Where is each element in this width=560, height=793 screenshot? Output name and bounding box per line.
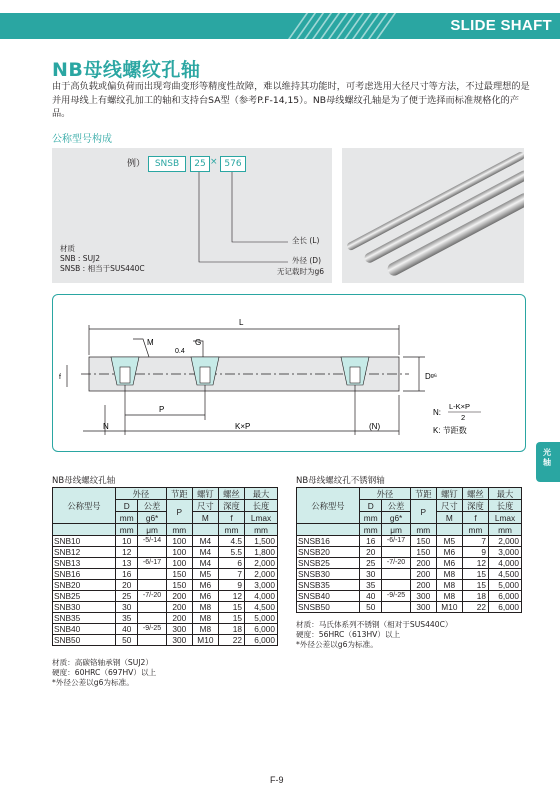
cell-m: M8 — [192, 602, 218, 613]
cell-d: 10 — [116, 536, 138, 547]
table2-notes — [296, 620, 453, 650]
cell-d: 16 — [360, 536, 382, 547]
th-pitch: 节距 — [166, 488, 192, 500]
cell-model: SNB50 — [53, 635, 116, 646]
th-unit-mm: mm — [360, 512, 382, 524]
table-row — [53, 591, 278, 602]
cell-l: 2,000 — [489, 536, 522, 547]
table2-title: NB母线螺纹孔不锈钢轴 — [296, 476, 385, 486]
formula-numerator: L-K×P — [449, 402, 471, 411]
cell-p: 300 — [166, 624, 192, 635]
cell-model: SNB10 — [53, 536, 116, 547]
th-unit-mm: mm — [410, 524, 436, 536]
dim-label-KxP: K×P — [235, 422, 251, 431]
note-line: 材质：马氏体系列不锈钢（相对于SUS440C） — [296, 620, 453, 629]
example-prefix: 例） — [127, 159, 146, 169]
table-row — [53, 624, 278, 635]
technical-drawing — [52, 294, 526, 452]
th-unit-um: μm — [138, 524, 166, 536]
cell-d: 35 — [116, 613, 138, 624]
cell-m: M5 — [436, 536, 462, 547]
th-maxlen: 最大 — [245, 488, 278, 500]
cell-tol: -7/-20 — [382, 558, 410, 569]
cell-tol: -9/-25 — [138, 624, 166, 635]
cell-model: SNSB30 — [297, 569, 360, 580]
cell-f: 7 — [462, 536, 488, 547]
cell-tol — [138, 613, 166, 624]
cell-tol: -9/-25 — [382, 591, 410, 602]
header-stripes — [275, 13, 425, 39]
cell-model: SNB25 — [53, 591, 116, 602]
dim-label-P: P — [159, 405, 165, 414]
cell-l: 4,000 — [489, 558, 522, 569]
cell-tol — [382, 580, 410, 591]
table-row — [297, 536, 522, 547]
code-box-length: 576 — [220, 156, 246, 172]
th-screw: 螺钉 — [436, 488, 462, 500]
dim-label-N: N — [103, 422, 109, 431]
note-line: 硬度：60HRC（697HV）以上 — [52, 668, 157, 677]
cell-p: 200 — [166, 602, 192, 613]
table-row — [53, 613, 278, 624]
cell-m: M8 — [192, 613, 218, 624]
th-unit-mm: mm — [360, 524, 382, 536]
th-tol: 公差 — [382, 500, 410, 512]
cell-l: 3,000 — [489, 547, 522, 558]
cell-p: 100 — [166, 558, 192, 569]
label-length: 全长 (L) — [292, 236, 320, 245]
cell-p: 150 — [166, 569, 192, 580]
cell-tol — [138, 569, 166, 580]
table-row — [53, 569, 278, 580]
th-pitch: 节距 — [410, 488, 436, 500]
cell-p: 150 — [166, 580, 192, 591]
dim-label-M: M — [147, 338, 154, 347]
cell-d: 40 — [116, 624, 138, 635]
dim-label-D: Dᵍ⁶ — [425, 372, 438, 381]
th-od: 外径 — [360, 488, 411, 500]
table2 — [296, 487, 522, 613]
th-depth: 螺丝 — [462, 488, 488, 500]
formula-prefix: N: — [433, 408, 441, 417]
cell-l: 6,000 — [245, 635, 278, 646]
shaft-drawing — [53, 295, 525, 451]
th-blank — [53, 524, 116, 536]
cell-model: SNB40 — [53, 624, 116, 635]
cell-m: M6 — [436, 547, 462, 558]
th-unit-mm: mm — [245, 524, 278, 536]
cell-m: M8 — [436, 580, 462, 591]
cell-d: 13 — [116, 558, 138, 569]
intro-paragraph: 由于高负载或偏负荷而出现弯曲变形等精度性故障，难以维持其功能时，可考虑选用大径尺寸等方法，不过最理想的是并用母线上有螺纹孔加工的轴和支持台SA型（参考P.F-14,15）。NB母线螺纹孔轴是为了便于选择而标准规格化的产品。 — [52, 81, 530, 119]
cell-d: 30 — [360, 569, 382, 580]
label-tolerance: 无记载时为g6 — [277, 267, 325, 276]
th-screw2: 尺寸 — [436, 500, 462, 512]
cell-p: 200 — [410, 580, 436, 591]
th-depth2: 深度 — [462, 500, 488, 512]
note-line: 材质：高碳铬轴承钢（SUJ2） — [52, 658, 153, 667]
cell-l: 5,000 — [489, 580, 522, 591]
note-line: *外径公差以g6为标准。 — [52, 678, 134, 687]
cell-l: 5,000 — [245, 613, 278, 624]
cell-d: 20 — [116, 580, 138, 591]
th-maxlen2: 长度 — [245, 500, 278, 512]
cell-l: 6,000 — [245, 624, 278, 635]
cell-m: M4 — [192, 536, 218, 547]
table1-title: NB母线螺纹孔轴 — [52, 476, 116, 486]
cell-p: 200 — [166, 591, 192, 602]
table-row — [53, 635, 278, 646]
cell-tol: -5/-14 — [138, 536, 166, 547]
cell-f: 22 — [218, 635, 244, 646]
dim-label-G: G — [195, 338, 202, 347]
cell-m: M6 — [192, 580, 218, 591]
dim-label-f: f — [59, 374, 61, 381]
th-blank — [297, 524, 360, 536]
cell-f: 12 — [462, 558, 488, 569]
cell-model: SNB30 — [53, 602, 116, 613]
cell-d: 25 — [116, 591, 138, 602]
cell-d: 20 — [360, 547, 382, 558]
th-tol2: g6* — [382, 512, 410, 524]
cell-l: 6,000 — [489, 602, 522, 613]
th-tol2: g6* — [138, 512, 166, 524]
cell-p: 300 — [410, 602, 436, 613]
th-d: D — [360, 500, 382, 512]
cell-m: M6 — [192, 591, 218, 602]
cell-model: SNB16 — [53, 569, 116, 580]
cell-p: 200 — [410, 569, 436, 580]
header-title: SLIDE SHAFT — [450, 17, 552, 34]
cell-p: 100 — [166, 536, 192, 547]
cell-d: 25 — [360, 558, 382, 569]
th-blank — [192, 524, 218, 536]
table1-notes — [52, 658, 156, 688]
cell-l: 4,500 — [489, 569, 522, 580]
material-title: 材质 — [60, 244, 75, 253]
cell-d: 50 — [116, 635, 138, 646]
cell-model: SNB12 — [53, 547, 116, 558]
cell-d: 40 — [360, 591, 382, 602]
cell-f: 15 — [462, 580, 488, 591]
cell-tol: -7/-20 — [138, 591, 166, 602]
table-row — [53, 602, 278, 613]
section-label: 公称型号构成 — [52, 134, 112, 145]
th-m: M — [436, 512, 462, 524]
cell-l: 4,000 — [245, 591, 278, 602]
code-box-diameter: 25 — [190, 156, 210, 172]
th-maxlen2: 长度 — [489, 500, 522, 512]
tolerance-0.4: 0.4 — [175, 348, 185, 355]
cell-tol — [138, 635, 166, 646]
th-lmax: Lmax — [489, 512, 522, 524]
cell-tol — [138, 602, 166, 613]
product-photo — [342, 148, 524, 283]
th-unit-mm: mm — [116, 524, 138, 536]
cell-m: M8 — [436, 591, 462, 602]
cell-d: 30 — [116, 602, 138, 613]
cell-f: 7 — [218, 569, 244, 580]
cell-f: 22 — [462, 602, 488, 613]
cell-m: M8 — [436, 569, 462, 580]
th-unit-mm: mm — [116, 512, 138, 524]
cell-f: 15 — [462, 569, 488, 580]
cell-l: 3,000 — [245, 580, 278, 591]
cell-d: 35 — [360, 580, 382, 591]
th-unit-mm: mm — [218, 524, 244, 536]
page-number: F-9 — [270, 775, 284, 785]
cell-model: SNB13 — [53, 558, 116, 569]
th-unit-mm: mm — [462, 524, 488, 536]
cell-tol — [382, 547, 410, 558]
th-unit-mm: mm — [489, 524, 522, 536]
cell-model: SNSB35 — [297, 580, 360, 591]
table-row — [297, 591, 522, 602]
cell-p: 100 — [166, 547, 192, 558]
times-sign: × — [210, 157, 218, 167]
cell-f: 15 — [218, 602, 244, 613]
th-od: 外径 — [116, 488, 167, 500]
th-f: f — [462, 512, 488, 524]
table-row — [297, 602, 522, 613]
cell-tol — [138, 547, 166, 558]
note-line: 硬度：56HRC（613HV）以上 — [296, 630, 401, 639]
cell-f: 12 — [218, 591, 244, 602]
cell-tol — [382, 602, 410, 613]
cell-p: 150 — [410, 547, 436, 558]
th-depth: 螺丝 — [218, 488, 244, 500]
side-tab[interactable] — [536, 442, 560, 482]
table1 — [52, 487, 278, 646]
material-snb: SNB : SUJ2 — [60, 254, 101, 263]
cell-l: 2,000 — [245, 569, 278, 580]
cell-model: SNB35 — [53, 613, 116, 624]
model-code-panel — [52, 148, 332, 283]
cell-m: M4 — [192, 547, 218, 558]
th-model: 公称型号 — [53, 488, 116, 524]
page-title: NB母线螺纹孔轴 — [52, 59, 201, 81]
cell-tol: -6/-17 — [138, 558, 166, 569]
table-row — [53, 580, 278, 591]
cell-p: 200 — [410, 558, 436, 569]
cell-p: 300 — [166, 635, 192, 646]
th-maxlen: 最大 — [489, 488, 522, 500]
table-row — [297, 547, 522, 558]
cell-m: M8 — [192, 624, 218, 635]
cell-model: SNSB50 — [297, 602, 360, 613]
th-p: P — [166, 500, 192, 524]
cell-d: 16 — [116, 569, 138, 580]
label-diameter: 外径 (D) — [292, 256, 322, 265]
cell-model: SNSB20 — [297, 547, 360, 558]
cell-model: SNSB16 — [297, 536, 360, 547]
cell-f: 18 — [462, 591, 488, 602]
cell-tol — [382, 569, 410, 580]
table-row — [53, 547, 278, 558]
dim-label-L: L — [239, 318, 244, 327]
cell-l: 4,500 — [245, 602, 278, 613]
cell-m: M6 — [436, 558, 462, 569]
cell-p: 150 — [410, 536, 436, 547]
pitch-count-note: K: 节距数 — [433, 426, 467, 435]
th-screw: 螺钉 — [192, 488, 218, 500]
formula-denominator: 2 — [461, 413, 466, 422]
cell-d: 50 — [360, 602, 382, 613]
table-row — [297, 580, 522, 591]
cell-f: 9 — [218, 580, 244, 591]
cell-f: 4.5 — [218, 536, 244, 547]
table-row — [297, 558, 522, 569]
cell-f: 15 — [218, 613, 244, 624]
cell-f: 6 — [218, 558, 244, 569]
th-depth2: 深度 — [218, 500, 244, 512]
cell-l: 2,000 — [245, 558, 278, 569]
th-model: 公称型号 — [297, 488, 360, 524]
cell-f: 9 — [462, 547, 488, 558]
cell-model: SNSB25 — [297, 558, 360, 569]
cell-l: 1,800 — [245, 547, 278, 558]
cell-m: M4 — [192, 558, 218, 569]
cell-tol: -6/-17 — [382, 536, 410, 547]
th-screw2: 尺寸 — [192, 500, 218, 512]
th-blank — [436, 524, 462, 536]
cell-d: 12 — [116, 547, 138, 558]
cell-tol — [138, 580, 166, 591]
th-p: P — [410, 500, 436, 524]
code-box-series: SNSB — [148, 156, 186, 172]
note-line: *外径公差以g6为标准。 — [296, 640, 378, 649]
cell-l: 1,500 — [245, 536, 278, 547]
th-m: M — [192, 512, 218, 524]
th-tol: 公差 — [138, 500, 166, 512]
cell-f: 5.5 — [218, 547, 244, 558]
th-f: f — [218, 512, 244, 524]
dim-label-N-paren: (N) — [369, 422, 381, 431]
cell-model: SNB20 — [53, 580, 116, 591]
table-row — [53, 536, 278, 547]
th-unit-um: μm — [382, 524, 410, 536]
cell-m: M10 — [436, 602, 462, 613]
th-unit-mm: mm — [166, 524, 192, 536]
cell-f: 18 — [218, 624, 244, 635]
material-snsb: SNSB : 相当于SUS440C — [60, 264, 145, 273]
shaft-illustration — [342, 148, 524, 283]
table-row — [53, 558, 278, 569]
cell-m: M5 — [192, 569, 218, 580]
cell-m: M10 — [192, 635, 218, 646]
cell-p: 200 — [166, 613, 192, 624]
table-row — [297, 569, 522, 580]
th-d: D — [116, 500, 138, 512]
th-lmax: Lmax — [245, 512, 278, 524]
cell-l: 6,000 — [489, 591, 522, 602]
side-tab-label: 光轴 — [543, 448, 551, 467]
cell-model: SNSB40 — [297, 591, 360, 602]
cell-p: 300 — [410, 591, 436, 602]
